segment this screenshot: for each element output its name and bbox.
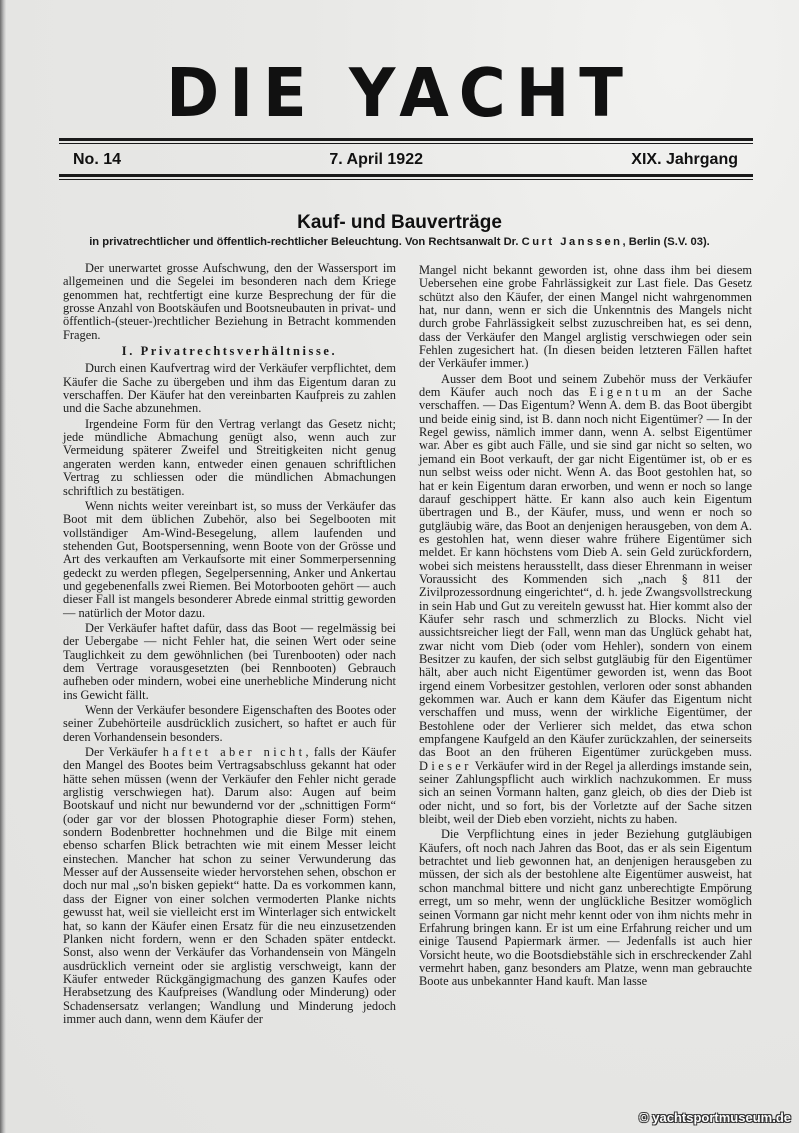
issue-date: 7. April 1922 <box>329 151 423 168</box>
issue-line <box>73 150 738 170</box>
masthead-title: DIE YACHT <box>166 55 633 133</box>
text-run: Ausser dem Boot und seinem Zubehör muss der Verkäufer dem Käufer auch noch das <box>419 371 752 400</box>
left-column <box>63 262 396 1026</box>
article-title: Kauf- und Bauverträge <box>297 212 502 233</box>
paragraph <box>419 373 752 827</box>
emphasis-spaced: Dieser <box>419 758 472 773</box>
text-run: , falls der Käufer den Mangel des Bootes beim Vertragsabschluss gekannt hat oder hätte sehen müssen (wenn der Verkäufer den Fehler nicht gerade arglistig verschwiegen hat). Darum also: Augen auf beim Bootskauf und nicht nur bewundernd vor der „schnittigen Form“ (oder gar vor der blossen Photographie dieser Form) stehen, sondern Bodenbretter hochnehmen und die Bilge mit einem ebenso scharfen Blick betrachten wie mit einem Messer leicht einstechen. Mancher hat schon zu seiner Verwunderung das Messer auf der Aussenseite wieder hervorstehen sehen, obschon er doch nur mal „so'n bisken gepiekt“ hatte. Da es vorkommen kann, dass der Eigner von einer solchen vermoderten Planke nichts gewusst hat, weil sie vielleicht erst im Winterlager sich entwickelt hat, so kann der Käufer einen Ersatz für die neu einzusetzenden Planken nicht fordern, wenn er den Schaden später entdeckt. Sonst, also wenn der Verkäufer das Vorhandensein von Mängeln ausdrücklich verneint oder sie arglistig verschweigt, kann der Käufer entweder Rückgängigmachung des ganzen Kaufes oder Herabsetzung des Kaufpreises (Wandlung oder Minderung) oder Schadensersatz verlangen; Wandlung und Minderung jedoch immer auch dann, wenn dem Käufer der <box>63 745 396 1026</box>
paragraph: Die Verpflichtung eines in jeder Beziehung gutgläubigen Käufers, oft noch nach Jahren das Boot, das er als sein Eigentum betrachtet und lieb gewonnen hat, an denjenigen herausgeben zu müssen, der sich als der bestohlene alte Eigentümer ausweist, hat schon manchmal bittere und nicht ganz unberechtigte Empörung erregt, um so mehr, wenn der unglückliche Besitzer womöglich seinen Vormann gar nicht mehr kennt oder von ihm nichts mehr in Erfahrung bringen kann. Er ist um eine Erfahrung reicher und um einige Tausend Papiermark ärmer. — Jedenfalls ist auch hier Vorsicht heute, wo die Bootsdiebstähle sich in erschreckender Zahl vermehrt haben, ganz besonders am Platze, wenn man gebrauchte Boote aus unbekannter Hand kauft. Man lasse <box>419 827 752 989</box>
text-run: Verkäufer wird in der Regel ja allerdings imstande sein, seiner Zahlungspflicht auch wirklich nachzukommen. Er muss sich an seinen Vormann halten, ganz gleich, ob dies der Dieb ist oder nicht, und so fort, bis der Vorletzte auf der Sache sitzen bleibt, weil der Dieb eben vorzieht, nichts zu haben. <box>419 758 752 827</box>
page-spine-shadow <box>0 0 6 1133</box>
paragraph: Wenn der Verkäufer besondere Eigenschaften des Bootes oder seiner Zubehörteile ausdrücklich zusichert, so haftet er auch für deren Vorhandensein besonders. <box>63 703 396 744</box>
article-subtitle <box>0 236 799 248</box>
text-run: Der Verkäufer <box>85 745 158 760</box>
paragraph: Der Verkäufer haftet dafür, dass das Boot — regelmässig bei der Uebergabe — nicht Fehler hat, die seinen Wert oder seine Tauglichkeit zu dem gewöhnlichen (bei Turenbooten) oder nach dem Vertrage vorausgesetzten (bei Rennbooten) Gebrauch aufheben oder mindern, wobei eine unerhebliche Minderung nicht ins Gewicht fällt. <box>63 620 396 702</box>
copyright-watermark: © yachtsportmuseum.de <box>639 1110 791 1125</box>
paragraph: Irgendeine Form für den Vertrag verlangt das Gesetz nicht; jede mündliche Abmachung genügt also, wenn auch zur Vermeidung späterer Zweifel und Streitigkeiten nicht genug angeraten werden kann, entweder einen genauen schriftlichen Vertrag zu schliessen oder die mündlichen Abmachungen schriftlich zu bestätigen. <box>63 416 396 498</box>
subtitle-text: in privatrechtlicher und öffentlich-rechtlicher Beleuchtung. Von Rechtsanwalt Dr. <box>89 236 519 248</box>
author-name: Curt Janssen <box>521 236 623 248</box>
paragraph <box>63 746 396 1026</box>
paragraph: Mangel nicht bekannt geworden ist, ohne dass ihm bei diesem Uebersehen eine grobe Fahrlässigkeit zur Last fiele. Das Gesetz schützt also den Käufer, der einen Mangel nicht wahrgenommen hat, nur dann, wenn er sich die Unkenntnis des Mangels nicht durch grobe Fahrlässigkeit selbst zuzuschreiben hat, es sei denn, dass der Verkäufer den Mangel arglistig verschwiegen oder sein Fehlen zugesichert hat. (In diesen beiden letzteren Fällen haftet der Verkäufer immer.) <box>419 263 752 371</box>
header-rule-bottom <box>59 174 753 180</box>
paragraph: Durch einen Kaufvertrag wird der Verkäufer verpflichtet, dem Käufer die Sache zu übergeben und ihm das Eigentum daran zu verschaffen. Der Käufer hat den vereinbarten Kaufpreis zu zahlen und die Sache abzunehmen. <box>63 361 396 416</box>
right-column <box>419 264 752 989</box>
section-heading: I. Privatrechtsverhältnisse. <box>121 344 338 359</box>
issue-number: No. 14 <box>73 151 122 168</box>
emphasis-spaced: haftet aber nicht <box>162 745 306 760</box>
text-run: an der Sache verschaffen. — Das Eigentum? Wenn A. dem B. das Boot übergibt und beide einig sind, ist B. dann noch nicht Eigentümer? — In der Regel gewiss, nämlich immer dann, wenn A. selbst Eigentümer war. Aber es gibt auch Fälle, und sie sind gar nicht so selten, wo jemand ein Boot verkauft, der gar nicht Eigentümer ist, ob er es nun selbst weiss oder nicht. Wenn A. das Boot gestohlen hat, so hat er kein Eigentum daran erworben, und wenn er noch so lange darauf geschippert hätte. Er kann also auch kein Eigentum übertragen und B., der Käufer, muss, und wenn er noch so gutgläubig wäre, das Boot an denjenigen herausgeben, von dem A. es gestohlen hat, wenn dieser wahre frühere Eigentümer sich meldet. Er kann höchstens vom Dieb A. sein Geld zurückfordern, wobei sich meistens herausstellt, dass dieser Ehrenmann in weiser Voraussicht des Kommenden sich „nach § 811 der Zivilprozessordnung eingerichtet“, d. h. jede Zwangsvollstreckung in sein Hab und Gut zu vereiteln gewusst hat. Hier kommt also der Käufer sehr rasch und schmerzlich zu Blocks. Nicht viel aussichtsreicher liegt der Fall, wenn man das Unglück gehabt hat, zwar nicht vom Dieb (oder vom Hehler), sondern von einem Besitzer zu kaufen, der sich selbst gutgläubig für den Eigentümer hält, aber auch nicht Eigentümer geworden ist, wenn das Boot irgend einem Vorbesitzer gestohlen, verloren oder sonst abhanden gekommen war. Auch er kann dem Käufer das Eigentum nicht verschaffen und muss, wenn der wirkliche Eigentümer, der Bestohlene oder der Verlierer sich meldet, das etwa schon empfangene Kaufgeld an den Käufer zurückzahlen, der seinerseits das Boot an den früheren Eigentümer zurückgeben muss. <box>419 385 752 760</box>
issue-volume: XIX. Jahrgang <box>631 151 738 168</box>
header-rule-top <box>59 138 753 144</box>
paragraph: Wenn nichts weiter vereinbart ist, so muss der Verkäufer das Boot mit dem üblichen Zubehör, also bei Segelbooten mit vollständiger Am-Wind-Besegelung, allem laufenden und stehenden Gut, Bootspersenning, wenn Boote von der Grösse und Art des verkauften am Verkaufsorte mit einer Sommerpersenning gedeckt zu werden pflegen, Segelpersenning, Anker und Ankertau und gegebenenfalls zwei Riemen. Bei Motorbooten gehört — auch dieser Fall ist mangels besonderer Abrede einmal strittig geworden — natürlich der Motor dazu. <box>63 498 396 620</box>
author-affiliation: , Berlin (S.V. 03). <box>622 236 710 248</box>
paragraph: Der unerwartet grosse Aufschwung, den der Wassersport im allgemeinen und die Segelei im besonderen nach dem Kriege genommen hat, rechtfertigt eine kurze Besprechung der für die grosse Anzahl von Bootskäufen und Bootsneubauten in privat- und öffentlich-(steuer-)rechtlicher Beziehung in Betracht kommenden Fragen. <box>63 261 396 342</box>
emphasis-spaced: Eigentum <box>589 385 665 400</box>
